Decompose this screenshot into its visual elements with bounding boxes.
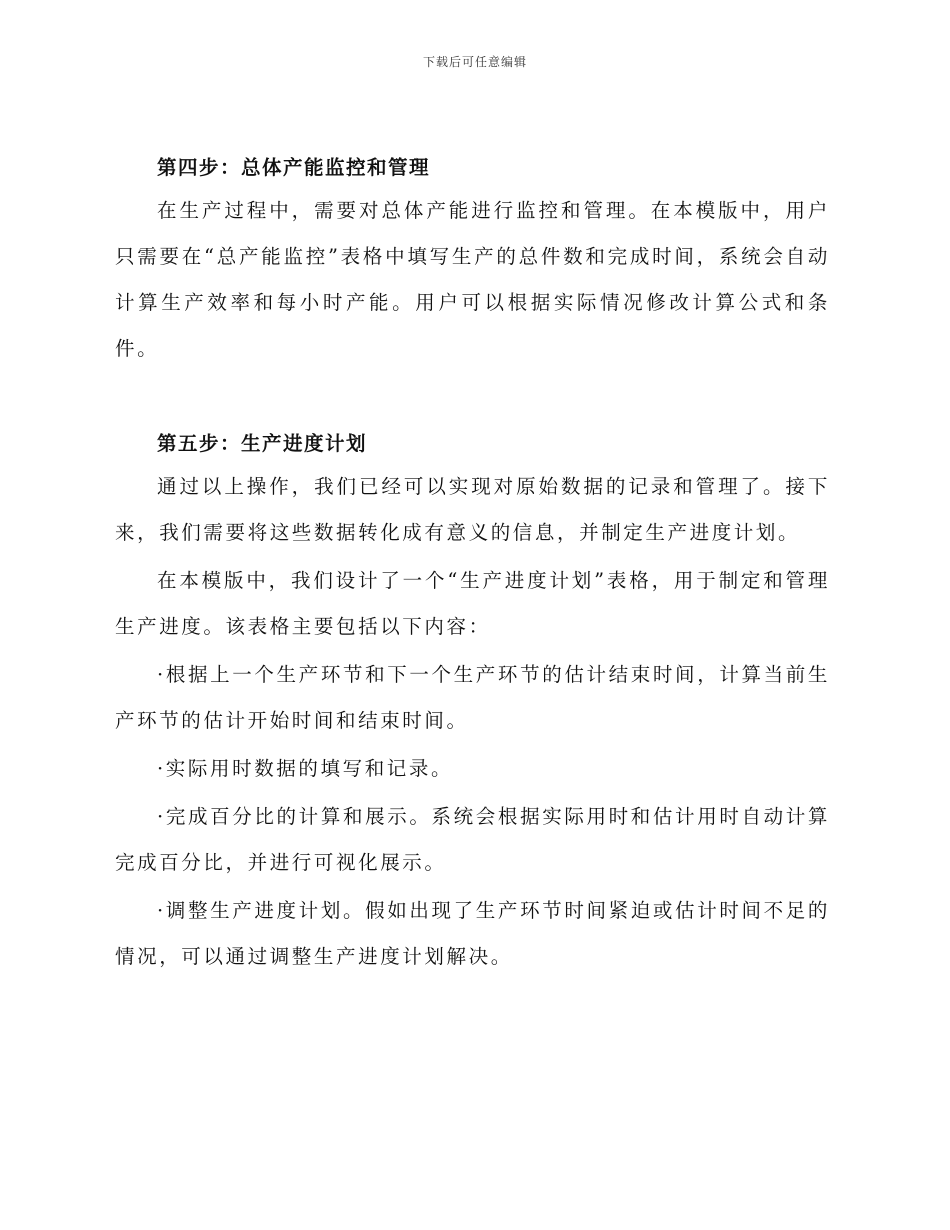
bullet-item: ·实际用时数据的填写和记录。: [157, 757, 454, 780]
paragraph: 通过以上操作，我们已经可以实现对原始数据的记录和管理了。接下来，我们需要将这些数据转化成有意义的信息，并制定生产进度计划。: [115, 475, 830, 544]
paragraph: 在本模版中，我们设计了一个“生产进度计划”表格，用于制定和管理生产进度。该表格主要包括以下内容：: [115, 569, 830, 638]
page-header: 下载后可任意编辑: [422, 55, 527, 69]
bullet-item: ·调整生产进度计划。假如出现了生产环节时间紧迫或估计时间不足的情况，可以通过调整生产进度计划解决。: [115, 899, 830, 968]
section-heading-step5: 第五步：生产进度计划: [157, 432, 368, 455]
document-body: [115, 150, 830, 982]
bullet-item: ·根据上一个生产环节和下一个生产环节的估计结束时间，计算当前生产环节的估计开始时间和结束时间。: [115, 663, 830, 732]
bullet-item: ·完成百分比的计算和展示。系统会根据实际用时和估计用时自动计算完成百分比，并进行可视化展示。: [115, 805, 830, 874]
section-heading-step4: 第四步：总体产能监控和管理: [157, 156, 431, 179]
paragraph: 在生产过程中，需要对总体产能进行监控和管理。在本模版中，用户只需要在“总产能监控”表格中填写生产的总件数和完成时间，系统会自动计算生产效率和每小时产能。用户可以根据实际情况修改计算公式和条件。: [115, 199, 830, 360]
